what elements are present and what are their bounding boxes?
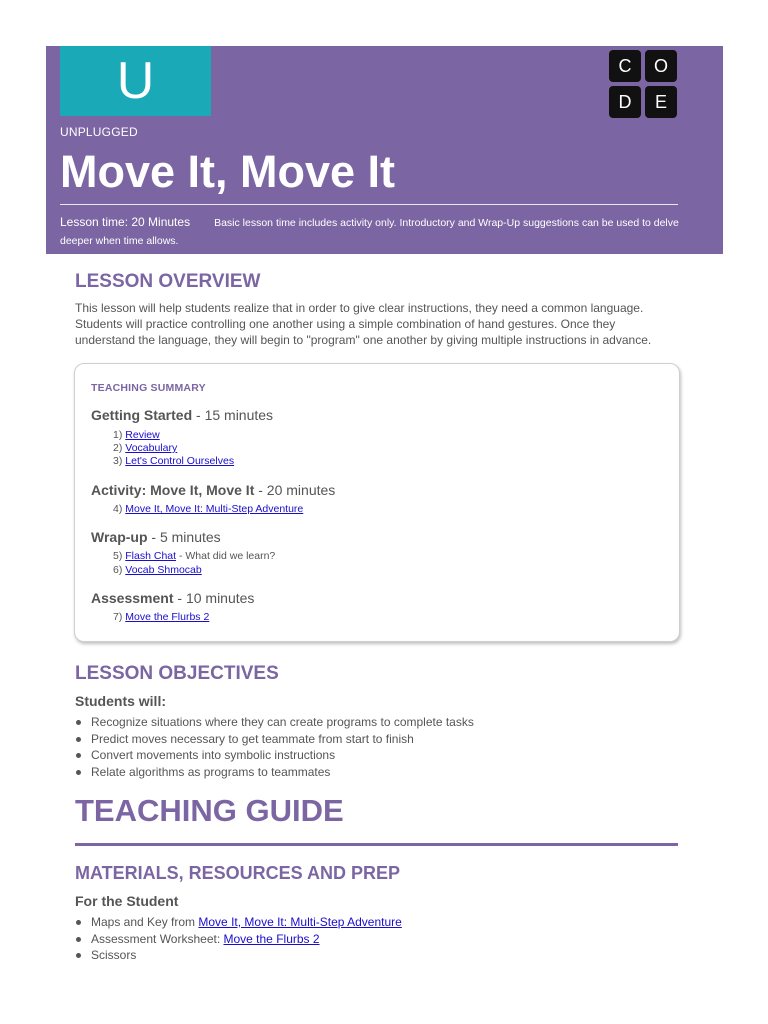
vocab-shmocab-link[interactable]: Vocab Shmocab xyxy=(125,564,202,576)
section-getting-started xyxy=(91,407,273,423)
move-the-flurbs-link[interactable]: Move the Flurbs 2 xyxy=(223,931,320,946)
list-item xyxy=(75,914,402,931)
for-the-student-heading: For the Student xyxy=(75,893,179,909)
lesson-time-description: Basic lesson time includes activity only. Introductory and Wrap-Up suggestions can be used to delve deeper when time allows. xyxy=(60,217,679,247)
item-text: Scissors xyxy=(91,948,137,963)
code-logo xyxy=(609,50,677,118)
item-number: 6) xyxy=(113,564,126,576)
summary-item xyxy=(113,442,177,454)
section-title: Assessment xyxy=(91,590,174,606)
logo-letter-c: C xyxy=(609,50,641,82)
summary-item xyxy=(113,429,160,441)
teaching-guide-title: TEACHING GUIDE xyxy=(75,793,344,828)
item-number: 4) xyxy=(113,503,126,515)
section-duration: - 15 minutes xyxy=(192,407,274,423)
item-number: 1) xyxy=(113,429,126,441)
logo-letter-d: D xyxy=(609,86,641,118)
section-assessment xyxy=(91,590,254,606)
list-item: Convert movements into symbolic instructions xyxy=(75,747,474,764)
lesson-overview-heading: LESSON OVERVIEW xyxy=(75,271,261,292)
materials-heading: MATERIALS, RESOURCES AND PREP xyxy=(75,863,401,883)
section-title: Getting Started xyxy=(91,407,193,423)
section-wrap-up xyxy=(91,529,221,545)
objectives-list xyxy=(75,714,474,780)
flash-chat-link[interactable]: Flash Chat xyxy=(125,550,177,562)
section-duration: - 10 minutes xyxy=(173,590,255,606)
list-item: Recognize situations where they can create programs to complete tasks xyxy=(75,714,474,731)
item-text: Maps and Key from xyxy=(91,915,199,929)
teaching-summary-box xyxy=(74,363,680,642)
section-activity xyxy=(91,482,335,498)
list-item xyxy=(75,931,402,948)
multi-step-adventure-link[interactable]: Move It, Move It: Multi-Step Adventure xyxy=(198,915,402,929)
list-item: Relate algorithms as programs to teammates xyxy=(75,764,474,781)
item-number: 3) xyxy=(113,455,126,467)
summary-item xyxy=(113,564,202,576)
teaching-guide-divider xyxy=(75,843,678,846)
logo-letter-o: O xyxy=(645,50,677,82)
list-item: Predict moves necessary to get teammate from start to finish xyxy=(75,731,474,748)
review-link[interactable]: Review xyxy=(125,429,160,441)
category-label: UNPLUGGED xyxy=(60,125,138,139)
student-materials-list xyxy=(75,914,402,964)
section-duration: - 5 minutes xyxy=(147,529,221,545)
summary-item xyxy=(113,611,209,623)
teaching-summary-label: TEACHING SUMMARY xyxy=(91,382,206,394)
move-the-flurbs-link[interactable]: Move the Flurbs 2 xyxy=(125,611,210,623)
item-extra: - What did we learn? xyxy=(176,550,276,562)
item-number: 2) xyxy=(113,442,126,454)
vocabulary-link[interactable]: Vocabulary xyxy=(125,442,178,454)
list-item xyxy=(75,947,402,964)
summary-item xyxy=(113,503,303,515)
lesson-objectives-heading: LESSON OBJECTIVES xyxy=(75,663,279,684)
header-divider xyxy=(60,204,678,205)
lesson-overview-text: This lesson will help students realize that in order to give clear instructions, they need a common language. Students will practice controlling one another using a simple combination of hand gestures. Once they understand the language, they will begin to "program" one another by giving multiple instructions in advance. xyxy=(75,301,652,347)
section-title: Wrap-up xyxy=(91,529,148,545)
summary-item xyxy=(113,455,234,467)
lets-control-ourselves-link[interactable]: Let's Control Ourselves xyxy=(125,455,235,467)
unplugged-badge: U xyxy=(60,46,211,116)
item-text: Assessment Worksheet: xyxy=(91,931,224,946)
multi-step-adventure-link[interactable]: Move It, Move It: Multi-Step Adventure xyxy=(125,503,304,515)
lesson-header xyxy=(46,46,723,254)
lesson-time: Lesson time: 20 Minutes xyxy=(60,215,191,229)
section-title: Activity: Move It, Move It xyxy=(91,482,255,498)
item-number: 5) xyxy=(113,550,126,562)
section-duration: - 20 minutes xyxy=(254,482,336,498)
lesson-title: Move It, Move It xyxy=(60,146,396,197)
students-will-heading: Students will: xyxy=(75,693,166,709)
lesson-time-note xyxy=(60,213,680,250)
summary-item xyxy=(113,550,275,562)
logo-letter-e: E xyxy=(645,86,677,118)
item-number: 7) xyxy=(113,611,126,623)
